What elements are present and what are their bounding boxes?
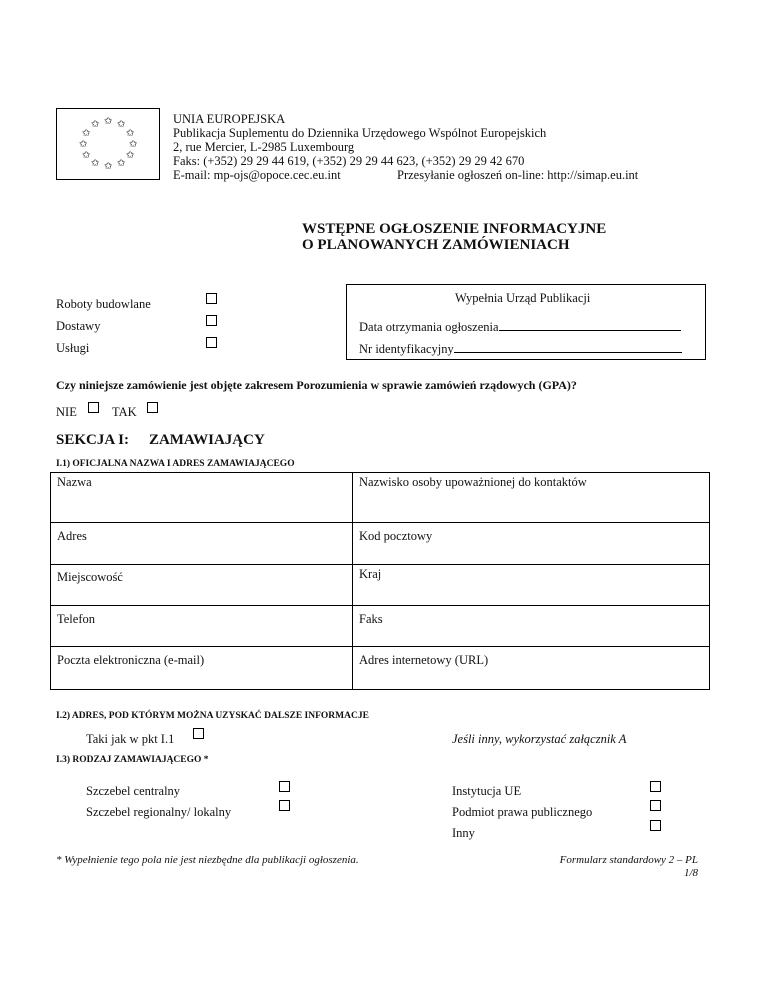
i2-same-as-checkbox[interactable] (193, 728, 204, 739)
receipt-date-label: Data otrzymania ogłoszenia (359, 320, 499, 334)
identification-row (359, 341, 682, 356)
star-icon: ✩ (91, 119, 100, 130)
page-subtitle: O PLANOWANYCH ZAMÓWIENIACH (302, 237, 570, 253)
gpa-no-label: NIE (56, 405, 77, 419)
star-icon: ✩ (82, 128, 91, 139)
field-name-label[interactable]: Nazwa (57, 475, 92, 489)
table-rule (51, 605, 709, 606)
authority-type-checkbox[interactable] (650, 820, 661, 831)
authority-type-label: Szczebel regionalny/ lokalny (86, 805, 232, 819)
star-icon: ✩ (91, 158, 100, 169)
identification-field[interactable] (454, 341, 682, 353)
field-email-label[interactable]: Poczta elektroniczna (e-mail) (57, 653, 205, 667)
i2-otherwise-note: Jeśli inny, wykorzystać załącznik A (452, 732, 627, 746)
field-contact-person-label[interactable]: Nazwisko osoby upoważnionej do kontaktów (359, 475, 587, 489)
section-number: SEKCJA I: (56, 432, 129, 448)
field-address-label[interactable]: Adres (57, 529, 87, 543)
identification-label: Nr identyfikacyjny (359, 342, 454, 356)
header-address: 2, rue Mercier, L-2985 Luxembourg (173, 140, 355, 154)
header-email: E-mail: mp-ojs@opoce.cec.eu.int (173, 168, 341, 182)
contract-type-label: Dostawy (56, 319, 101, 333)
footer-form-name: Formularz standardowy 2 – PL (559, 854, 698, 866)
receipt-date-field[interactable] (499, 319, 681, 331)
authority-type-label: Instytucja UE (452, 784, 522, 798)
header-fax: Faks: (+352) 29 29 44 619, (+352) 29 29 44 623, (+352) 29 29 42 670 (173, 154, 525, 168)
i2-heading: I.2) ADRES, POD KTÓRYM MOŻNA UZYSKAĆ DALSZE INFORMACJE (56, 711, 369, 721)
table-rule (51, 564, 709, 565)
i2-same-as-label: Taki jak w pkt I.1 (86, 732, 175, 746)
field-fax-label[interactable]: Faks (359, 612, 383, 626)
authority-type-checkbox[interactable] (650, 781, 661, 792)
gpa-yes-checkbox[interactable] (147, 402, 158, 413)
footer-note: * Wypełnienie tego pola nie jest niezbędne dla publikacji ogłoszenia. (56, 854, 359, 866)
page-title: WSTĘPNE OGŁOSZENIE INFORMACYJNE (302, 221, 607, 237)
table-rule (51, 646, 709, 647)
authority-type-label: Inny (452, 826, 475, 840)
contract-type-checkbox[interactable] (206, 315, 217, 326)
contract-type-checkbox[interactable] (206, 293, 217, 304)
contract-type-label: Usługi (56, 341, 90, 355)
field-url-label[interactable]: Adres internetowy (URL) (359, 653, 489, 667)
i1-heading: I.1) OFICJALNA NAZWA I ADRES ZAMAWIAJĄCEGO (56, 459, 295, 469)
footer-page-number: 1/8 (683, 867, 698, 879)
star-icon: ✩ (126, 128, 135, 139)
gpa-no-checkbox[interactable] (88, 402, 99, 413)
receipt-date-row (359, 319, 681, 334)
contracting-authority-table (50, 472, 710, 690)
star-icon: ✩ (117, 158, 126, 169)
gpa-yes-label: TAK (112, 405, 137, 419)
star-icon: ✩ (126, 150, 135, 161)
publication-office-box (346, 284, 706, 360)
i3-heading: I.3) RODZAJ ZAMAWIAJĄCEGO * (56, 755, 209, 765)
field-telephone-label[interactable]: Telefon (57, 612, 95, 626)
publication-box-heading: Wypełnia Urząd Publikacji (455, 291, 591, 305)
authority-type-label: Podmiot prawa publicznego (452, 805, 593, 819)
star-icon: ✩ (82, 150, 91, 161)
star-icon: ✩ (129, 139, 138, 150)
star-icon: ✩ (117, 119, 126, 130)
field-town-label[interactable]: Miejscowość (57, 570, 123, 584)
gpa-question: Czy niniejsze zamówienie jest objęte zakresem Porozumienia w sprawie zamówień rządowych (GPA)? (56, 378, 577, 392)
contract-type-checkbox[interactable] (206, 337, 217, 348)
authority-type-checkbox[interactable] (279, 781, 290, 792)
star-icon: ✩ (79, 139, 88, 150)
section-name: ZAMAWIAJĄCY (148, 432, 265, 448)
field-postcode-label[interactable]: Kod pocztowy (359, 529, 433, 543)
star-icon: ✩ (104, 161, 113, 172)
eu-flag-logo (56, 108, 160, 180)
field-country-label[interactable]: Kraj (359, 567, 382, 581)
table-rule (51, 522, 709, 523)
authority-type-checkbox[interactable] (650, 800, 661, 811)
authority-type-label: Szczebel centralny (86, 784, 181, 798)
table-divider (352, 473, 353, 689)
authority-type-checkbox[interactable] (279, 800, 290, 811)
section-heading (56, 432, 265, 449)
header-online: Przesyłanie ogłoszeń on-line: http://simap.eu.int (397, 168, 639, 182)
header-org: UNIA EUROPEJSKA (173, 112, 286, 126)
contract-type-label: Roboty budowlane (56, 297, 151, 311)
star-icon: ✩ (104, 116, 113, 127)
header-publication: Publikacja Suplementu do Dziennika Urzędowego Wspólnot Europejskich (173, 126, 547, 140)
